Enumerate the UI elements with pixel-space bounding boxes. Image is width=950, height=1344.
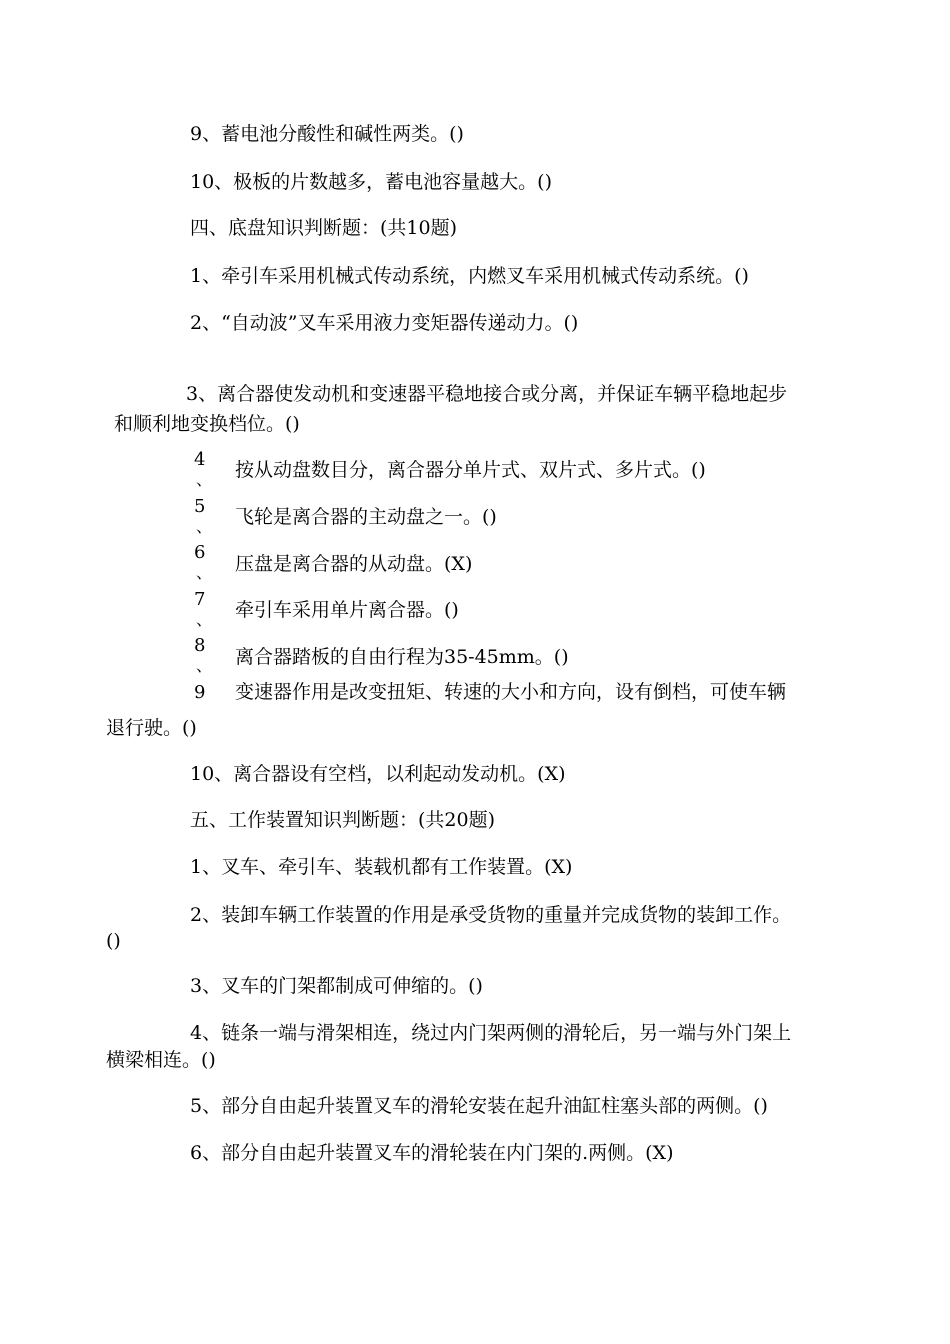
enumeration-comma: 、	[196, 656, 213, 675]
enumeration-comma: 、	[196, 610, 213, 629]
item-work-2-line1: 2、装卸车辆工作装置的作用是承受货物的重量并完成货物的装卸工作。	[190, 904, 792, 926]
item-chassis-10: 10、离合器设有空档，以利起动发动机。(X)	[190, 763, 566, 785]
item-work-4-line2: 横梁相连。()	[106, 1049, 216, 1071]
item-chassis-6: 压盘是离合器的从动盘。(X)	[235, 553, 473, 575]
item-chassis-9-line1: 变速器作用是改变扭矩、转速的大小和方向，设有倒档，可使车辆	[235, 681, 787, 703]
item-chassis-4: 按从动盘数目分，离合器分单片式、双片式、多片式。()	[235, 459, 706, 481]
item-chassis-9-line2: 退行驶。()	[106, 717, 197, 739]
item-chassis-8: 离合器踏板的自由行程为35-45mm。()	[235, 646, 569, 668]
item-work-6: 6、部分自由起升装置叉车的滑轮装在内门架的.两侧。(X)	[190, 1142, 674, 1164]
item-chassis-2: 2、“自动波”叉车采用液力变矩器传递动力。()	[190, 312, 579, 334]
item-work-1: 1、叉车、牵引车、装载机都有工作装置。(X)	[190, 856, 573, 878]
item-battery-9: 9、蓄电池分酸性和碱性两类。()	[190, 123, 464, 145]
item-number-5: 5	[194, 496, 206, 517]
item-battery-10: 10、极板的片数越多，蓄电池容量越大。()	[190, 171, 553, 193]
item-number-6: 6	[194, 542, 206, 563]
item-number-4: 4	[194, 449, 206, 470]
item-chassis-1: 1、牵引车采用机械式传动系统，内燃叉车采用机械式传动系统。()	[190, 265, 749, 287]
enumeration-comma: 、	[196, 517, 213, 536]
section-heading-chassis: 四、底盘知识判断题：(共10题)	[190, 217, 458, 239]
enumeration-comma: 、	[196, 470, 213, 489]
item-number-7: 7	[194, 589, 206, 610]
item-work-5: 5、部分自由起升装置叉车的滑轮安装在起升油缸柱塞头部的两侧。()	[190, 1095, 768, 1117]
item-chassis-3-line2: 和顺利地变换档位。()	[114, 413, 300, 435]
item-chassis-7: 牵引车采用单片离合器。()	[235, 599, 459, 621]
item-number-9: 9	[194, 682, 206, 703]
item-chassis-3-line1: 3、离合器使发动机和变速器平稳地接合或分离，并保证车辆平稳地起步	[186, 383, 788, 405]
item-work-4-line1: 4、链条一端与滑架相连，绕过内门架两侧的滑轮后，另一端与外门架上	[190, 1022, 792, 1044]
item-chassis-5: 飞轮是离合器的主动盘之一。()	[235, 506, 497, 528]
enumeration-comma: 、	[196, 563, 213, 582]
item-work-3: 3、叉车的门架都制成可伸缩的。()	[190, 975, 483, 997]
section-heading-work-device: 五、工作装置知识判断题：(共20题)	[190, 809, 496, 831]
item-work-2-line2: ()	[106, 930, 121, 952]
item-number-8: 8	[194, 635, 206, 656]
